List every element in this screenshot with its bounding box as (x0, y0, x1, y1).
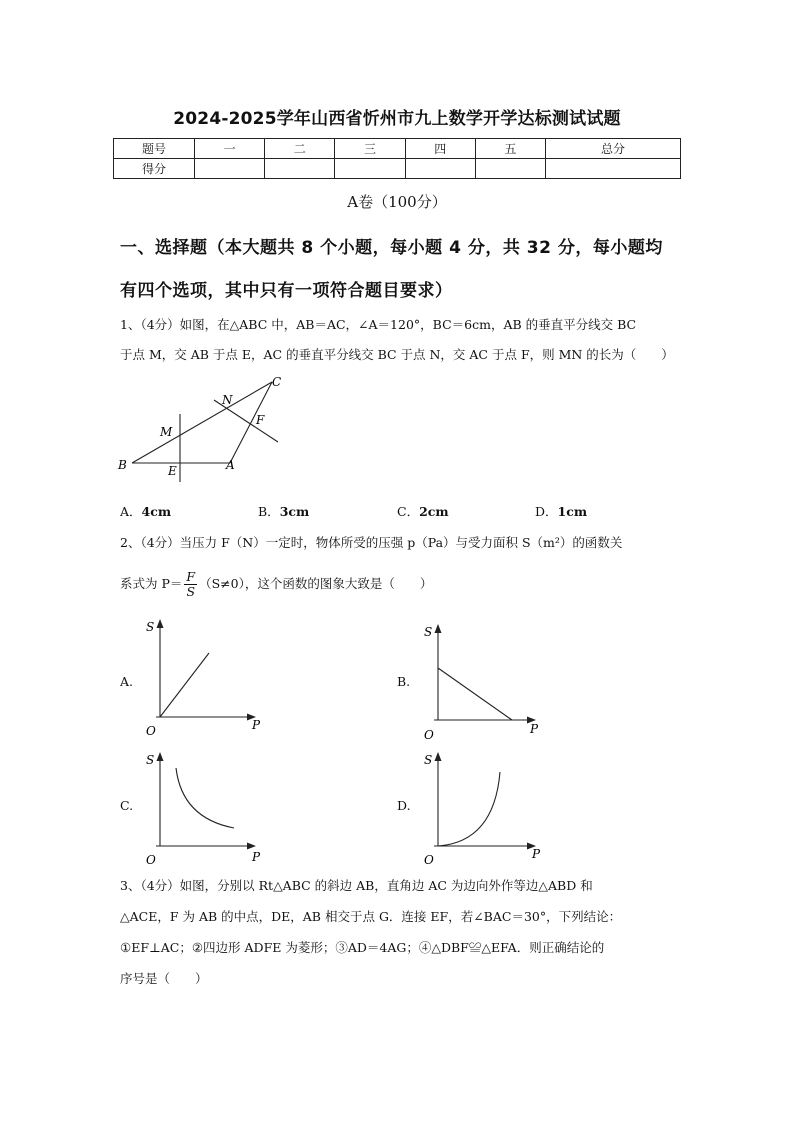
option-key: B． (258, 504, 280, 519)
origin-label: O (424, 853, 434, 867)
y-axis-arrow-icon (157, 619, 164, 628)
option-text: 1cm (557, 504, 588, 519)
y-axis-arrow-icon (435, 752, 442, 761)
option-text: 3cm (279, 504, 310, 519)
section-heading-line1: 一、选择题（本大题共 8 个小题，每小题 4 分，共 32 分，每小题均 (120, 238, 663, 258)
label-f: F (256, 413, 265, 427)
q2-text-line2 (120, 570, 432, 599)
q3-text-line3: ①EF⊥AC；②四边形 ADFE 为菱形；③AD＝4AG；④△DBF≌△EFA．则正确结论的 (120, 940, 605, 955)
score-cell[interactable] (475, 159, 545, 179)
score-header-cell: 四 (405, 139, 475, 159)
origin-label: O (146, 853, 156, 867)
label-b: B (118, 458, 127, 472)
axis-label-s: S (424, 753, 433, 767)
score-table (113, 138, 681, 179)
axis-label-p: P (530, 722, 539, 736)
score-header-cell: 题号 (114, 139, 195, 159)
label-a: A (226, 458, 235, 472)
graph-curve (438, 772, 500, 846)
q2-option-d-label[interactable]: D. (397, 798, 411, 813)
section-heading-line2: 有四个选项，其中只有一项符合题目要求） (120, 281, 453, 301)
q2-line2-prefix: 系式为 P＝ (120, 576, 183, 591)
score-header-cell: 三 (335, 139, 405, 159)
score-header-cell: 五 (475, 139, 545, 159)
q1-option-a[interactable] (120, 502, 171, 520)
q3-text-line2: △ACE，F 为 AB 的中点，DE，AB 相交于点 G．连接 EF，若∠BAC＝30°，下列结论： (120, 909, 622, 924)
y-axis-arrow-icon (435, 624, 442, 633)
q2-text-line1: 2、（4分）当压力 F（N）一定时，物体所受的压强 p（Pa）与受力面积 S（m²）的函数关 (120, 535, 623, 550)
q2-option-a-label[interactable]: A. (120, 674, 134, 689)
axis-label-s: S (146, 753, 155, 767)
q2-fraction (184, 570, 197, 599)
label-c: C (272, 375, 282, 389)
y-axis-arrow-icon (157, 752, 164, 761)
axis-label-p: P (252, 718, 261, 732)
axis-label-p: P (532, 847, 541, 861)
q2-line2-suffix: （S≠0），这个函数的图象大致是（ ） (199, 576, 433, 591)
score-cell[interactable] (265, 159, 335, 179)
axis-label-p: P (252, 850, 261, 864)
score-header-cell: 二 (265, 139, 335, 159)
score-table-header-row (114, 139, 681, 159)
score-header-cell: 总分 (546, 139, 681, 159)
x-axis-arrow-icon (247, 843, 256, 850)
axis-label-s: S (146, 620, 155, 634)
option-text: 4cm (141, 504, 172, 519)
q2-option-c-label[interactable]: C. (120, 798, 134, 813)
q1-option-d[interactable] (535, 502, 587, 520)
score-cell[interactable] (195, 159, 265, 179)
q3-text-line1: 3、（4分）如图，分别以 Rt△ABC 的斜边 AB，直角边 AC 为边向外作等边△ABD 和 (120, 878, 593, 893)
score-cell[interactable] (405, 159, 475, 179)
graph-curve (160, 653, 209, 717)
label-n: N (222, 393, 233, 407)
q1-option-b[interactable] (258, 502, 309, 520)
q2-graph-b[interactable] (418, 620, 553, 742)
label-e: E (168, 464, 177, 478)
page-title: 2024-2025学年山西省忻州市九上数学开学达标测试试题 (173, 109, 621, 129)
q1-triangle-figure (112, 372, 292, 487)
q2-graph-c[interactable] (140, 748, 270, 870)
score-cell[interactable] (335, 159, 405, 179)
axis-label-s: S (424, 625, 433, 639)
q3-text-line4: 序号是（ ） (120, 971, 208, 986)
score-row-label: 得分 (114, 159, 195, 179)
origin-label: O (424, 728, 434, 742)
fraction-numerator: F (186, 569, 196, 584)
score-cell[interactable] (546, 159, 681, 179)
q1-text-line1: 1、（4分）如图，在△ABC 中，AB＝AC，∠A＝120°，BC＝6cm，AB 的垂直平分线交 BC (120, 317, 637, 332)
q2-option-b-label[interactable]: B. (397, 674, 411, 689)
fraction-denominator: S (186, 584, 196, 599)
label-m: M (160, 425, 173, 439)
graph-curve (176, 768, 234, 828)
option-key: D． (535, 504, 558, 519)
option-text: 2cm (419, 504, 449, 519)
q1-text-line2: 于点 M，交 AB 于点 E，AC 的垂直平分线交 BC 于点 N，交 AC 于点 F，则 MN 的长为（ ） (120, 347, 674, 362)
option-key: C． (397, 504, 420, 519)
score-table-score-row (114, 159, 681, 179)
origin-label: O (146, 724, 156, 738)
volume-heading: A卷（100分） (347, 193, 447, 211)
graph-curve (438, 668, 512, 720)
score-header-cell: 一 (195, 139, 265, 159)
q2-graph-a[interactable] (140, 615, 270, 740)
q2-graph-d[interactable] (418, 748, 553, 870)
q1-option-c[interactable] (397, 502, 449, 520)
option-key: A． (120, 504, 142, 519)
